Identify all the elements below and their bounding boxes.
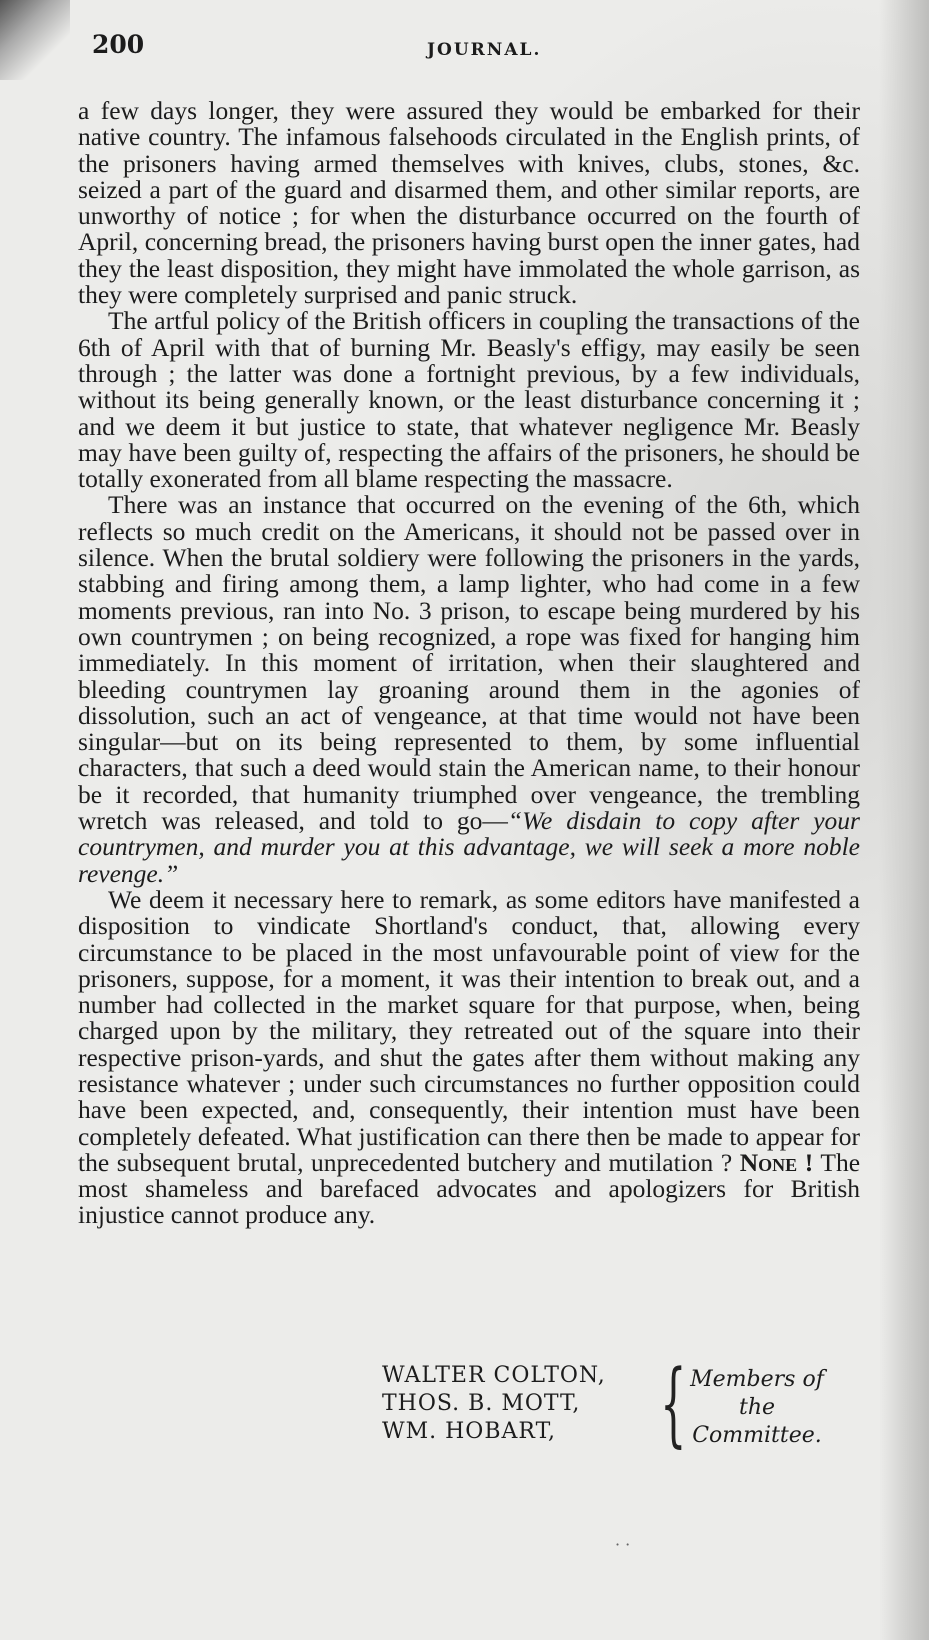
signatory-name: WALTER COLTON, xyxy=(382,1363,606,1388)
running-head: JOURNAL. xyxy=(427,40,542,60)
emphasis-none: None ! xyxy=(739,1147,814,1177)
curly-brace: { xyxy=(660,1350,687,1457)
paragraph-1-text: a few days longer, they were assured they would be embarked for their native country. The infamous falsehoods circulated in the English prints, of the prisoners having armed themselves with knives, clubs, stones, &c. seized a part of the guard and disarmed them, and other similar reports, are unworthy of notice ; for when the disturbance occurred on the fourth of April, concerning bread, the prisoners having burst open the inner gates, had they the least disposition, they might have immolated the whole garrison, as they were completely surprised and panic struck. xyxy=(78,96,860,310)
quoted-reply: “We disdain to copy after your countrymen, and murder you at this advantage, we will seek a more noble revenge.” xyxy=(78,806,860,888)
signature-block xyxy=(382,1350,842,1462)
paragraph-british-policy xyxy=(78,308,860,492)
paragraph-continued xyxy=(78,98,860,308)
committee-label-line: Committee. xyxy=(692,1423,822,1448)
page-number: 200 xyxy=(92,30,145,59)
signatory-name: THOS. B. MOTT, xyxy=(382,1391,581,1416)
paragraph-4-text: We deem it necessary here to remark, as some editors have manifested a disposition to vindicate Shortland's conduct, that, allowing every circumstance to be placed in the most unfavourable point of view for the prisoners, suppose, for a moment, it was their intention to break out, and a number had collected in the market square for that purpose, when, being charged upon by the military, they retreated out of the square into their respective prison-yards, and shut the gates after them without making any resistance whatever ; under such circumstances no further opposition could have been expected, and, consequently, their intention must have been completely defeated. What justification can there then be made to appear for the subsequent brutal, unprecedented butchery and mutilation ? xyxy=(78,884,860,1177)
paragraph-shortland-conduct xyxy=(78,884,861,1230)
body-text xyxy=(78,98,860,1229)
paragraph-3-text: There was an instance that occurred on the evening of the 6th, which reflects so much credit on the Americans, it should not be passed over in silence. When the brutal soldiery were following the prisoners in the yards, stabbing and firing among them, a lamp lighter, who had come in a few moments previous, ran into No. 3 prison, to escape being murdered by his own countrymen ; on being recognized, a rope was fixed for hanging him immediately. In this moment of irritation, when their slaughtered and bleeding countrymen lay groaning around them in the agonies of dissolution, such an act of vengeance, at that time would not have been singular—but on its being represented to them, by some influential characters, that such a deed would stain the American name, to their honour be it recorded, that humanity triumphed over vengeance, the trembling wretch was released, and told to go— xyxy=(78,490,860,836)
paragraph-lamp-lighter xyxy=(78,492,860,886)
signatory-name: WM. HOBART, xyxy=(382,1419,557,1444)
committee-label-line: the xyxy=(738,1395,776,1420)
ink-smudge: · · xyxy=(615,1535,631,1554)
committee-label xyxy=(682,1366,832,1450)
page-header xyxy=(92,30,869,70)
paragraph-4-closing: The most shameless and barefaced advocates and apologizers for British injustice cannot produce any. xyxy=(78,1147,861,1230)
committee-label-line: Members of xyxy=(690,1367,824,1392)
signatory-names xyxy=(382,1362,606,1446)
paragraph-2-text: The artful policy of the British officers in coupling the transactions of the 6th of April with that of burning Mr. Beasly's effigy, may easily be seen through ; the latter was done a fortnight previous, by a few individuals, without its being generally known, or the least disturbance concerning it ; and we deem it but justice to state, that whatever negligence Mr. Beasly may have been guilty of, respecting the affairs of the prisoners, he should be totally exonerated from all blame respecting the massacre. xyxy=(78,306,860,494)
